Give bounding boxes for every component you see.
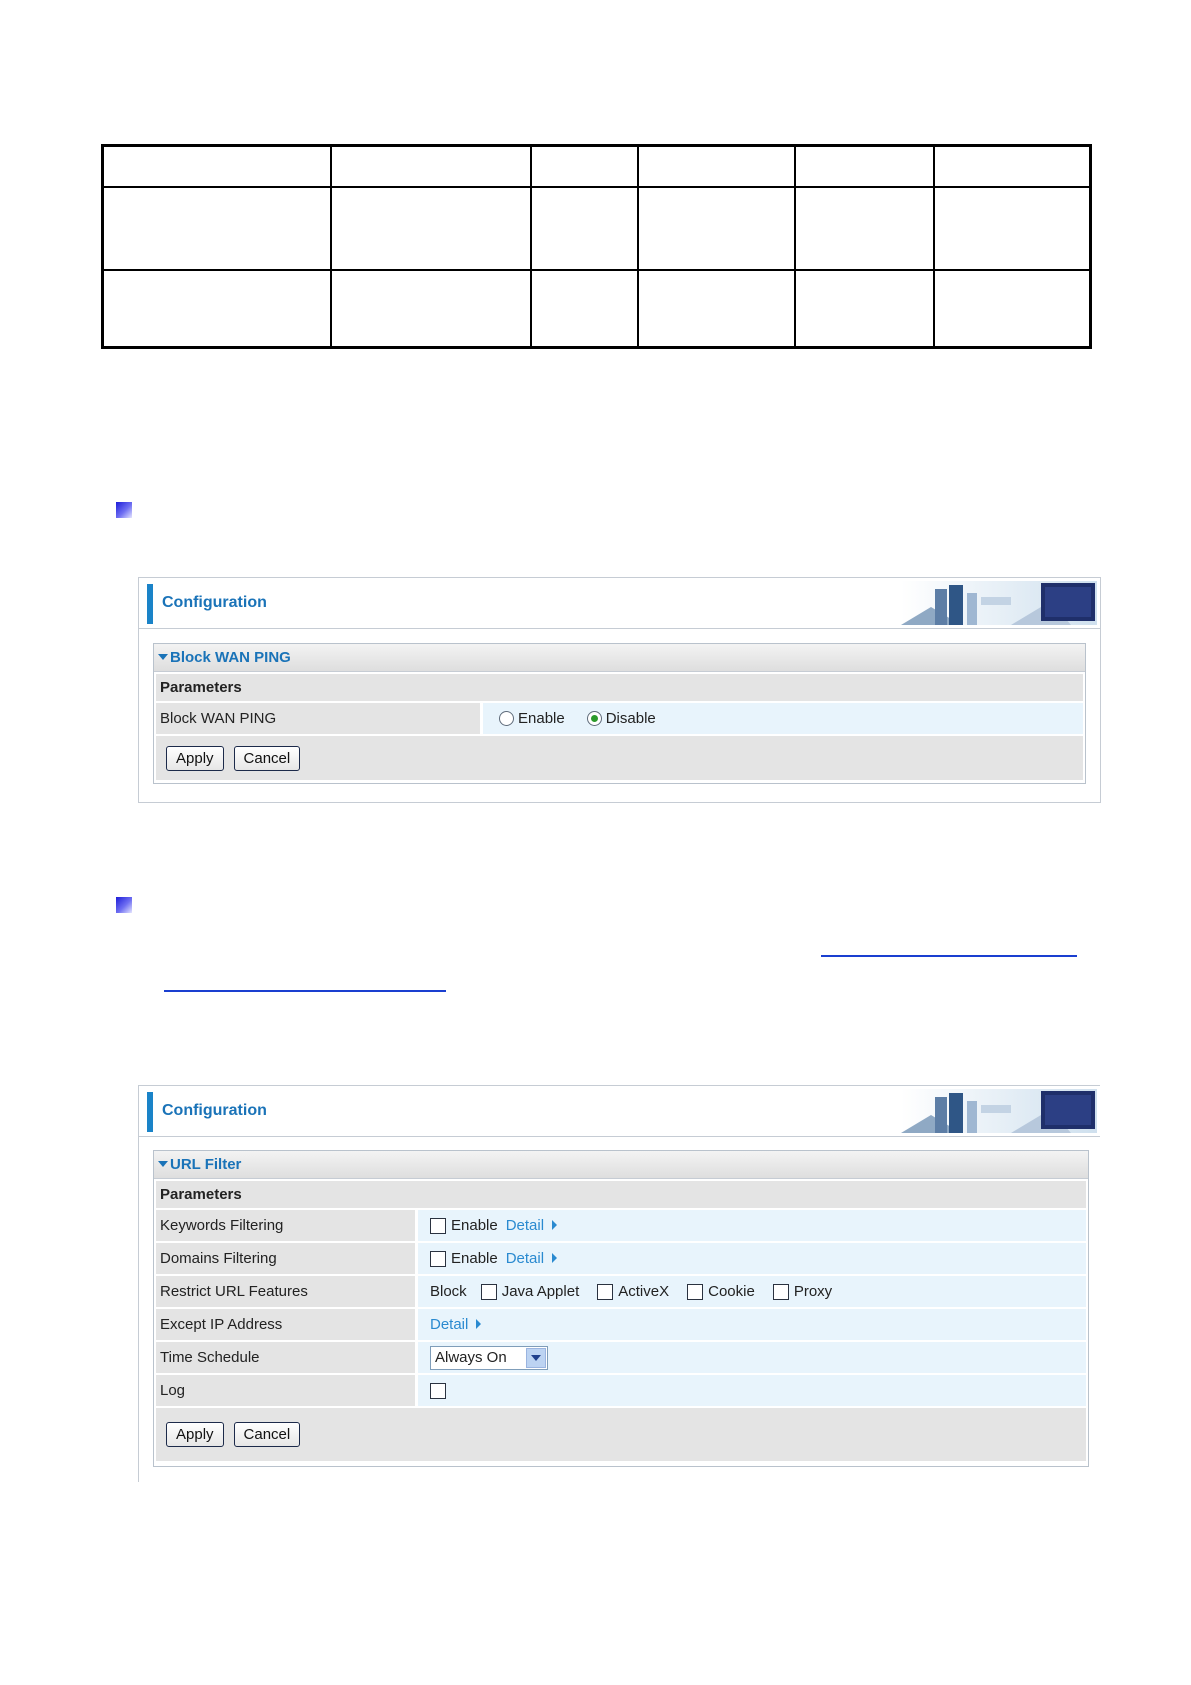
row-label: Block WAN PING — [156, 703, 480, 734]
header-accent-bar — [147, 1092, 153, 1132]
proxy-checkbox[interactable] — [773, 1284, 789, 1300]
keywords-detail-link[interactable]: Detail — [506, 1210, 557, 1241]
checkbox-label[interactable]: Enable — [451, 1250, 498, 1267]
time-schedule-row — [156, 1342, 1086, 1373]
table-row — [103, 146, 1091, 188]
arrow-right-icon — [552, 1220, 557, 1230]
log-row — [156, 1375, 1086, 1406]
checkbox-label[interactable]: Cookie — [708, 1283, 755, 1300]
row-value — [418, 1210, 1086, 1241]
row-label: Domains Filtering — [156, 1243, 415, 1274]
table-row — [103, 270, 1091, 347]
row-value — [418, 1309, 1086, 1340]
checkbox-label[interactable]: ActiveX — [618, 1283, 670, 1300]
domains-detail-link[interactable]: Detail — [506, 1243, 557, 1274]
block-label: Block — [430, 1283, 467, 1300]
chevron-down-icon[interactable] — [526, 1348, 546, 1368]
hyperlink-underline[interactable] — [164, 990, 446, 992]
table-row — [103, 187, 1091, 270]
disable-radio[interactable] — [587, 711, 602, 726]
row-label: Except IP Address — [156, 1309, 415, 1340]
bullet-icon — [116, 502, 132, 518]
disable-radio-label[interactable]: Disable — [605, 710, 656, 727]
checkbox-label[interactable]: Enable — [451, 1217, 498, 1234]
row-value — [418, 1375, 1086, 1406]
parameters-heading: Parameters — [156, 674, 1083, 701]
restrict-url-features-row — [156, 1276, 1086, 1307]
arrow-right-icon — [476, 1319, 481, 1329]
row-value — [418, 1276, 1086, 1307]
log-checkbox[interactable] — [430, 1383, 446, 1399]
arrow-right-icon — [552, 1253, 557, 1263]
parameters-heading: Parameters — [156, 1181, 1086, 1208]
section-title[interactable]: Block WAN PING — [154, 644, 1085, 672]
configuration-header — [139, 1086, 1100, 1137]
row-value — [418, 1342, 1086, 1373]
apply-button[interactable]: Apply — [166, 746, 224, 771]
hyperlink-underline[interactable] — [821, 955, 1077, 957]
keywords-enable-checkbox[interactable] — [430, 1218, 446, 1234]
row-label: Log — [156, 1375, 415, 1406]
configuration-title: Configuration — [162, 594, 267, 611]
cookie-checkbox[interactable] — [687, 1284, 703, 1300]
enable-radio-label[interactable]: Enable — [518, 710, 565, 727]
header-accent-bar — [147, 584, 153, 624]
office-banner-icon — [901, 581, 1097, 625]
bullet-icon — [116, 897, 132, 913]
collapse-triangle-icon[interactable] — [158, 654, 168, 660]
configuration-header — [139, 578, 1100, 629]
document-table — [101, 144, 1092, 349]
cancel-button[interactable]: Cancel — [234, 746, 301, 771]
row-label: Keywords Filtering — [156, 1210, 415, 1241]
activex-checkbox[interactable] — [597, 1284, 613, 1300]
url-filter-panel — [138, 1085, 1100, 1482]
domains-filtering-row — [156, 1243, 1086, 1274]
office-banner-icon — [901, 1089, 1097, 1133]
configuration-title: Configuration — [162, 1102, 267, 1119]
cancel-button[interactable]: Cancel — [234, 1422, 301, 1447]
block-wan-ping-section — [153, 643, 1086, 784]
collapse-triangle-icon[interactable] — [158, 1161, 168, 1167]
keywords-filtering-row — [156, 1210, 1086, 1241]
row-label: Restrict URL Features — [156, 1276, 415, 1307]
domains-enable-checkbox[interactable] — [430, 1251, 446, 1267]
button-bar — [156, 736, 1083, 780]
except-ip-address-row — [156, 1309, 1086, 1340]
time-schedule-select[interactable] — [430, 1346, 548, 1370]
java-applet-checkbox[interactable] — [481, 1284, 497, 1300]
select-value: Always On — [435, 1349, 507, 1366]
block-wan-ping-row — [156, 703, 1083, 734]
row-value — [418, 1243, 1086, 1274]
except-ip-detail-link[interactable]: Detail — [430, 1309, 481, 1340]
enable-radio[interactable] — [499, 711, 514, 726]
checkbox-label[interactable]: Proxy — [793, 1283, 833, 1300]
button-bar — [156, 1408, 1086, 1461]
row-label: Time Schedule — [156, 1342, 415, 1373]
row-value — [483, 703, 1083, 734]
block-wan-ping-panel — [138, 577, 1101, 803]
url-filter-section — [153, 1150, 1089, 1467]
apply-button[interactable]: Apply — [166, 1422, 224, 1447]
section-title[interactable]: URL Filter — [154, 1151, 1088, 1179]
checkbox-label[interactable]: Java Applet — [501, 1283, 580, 1300]
